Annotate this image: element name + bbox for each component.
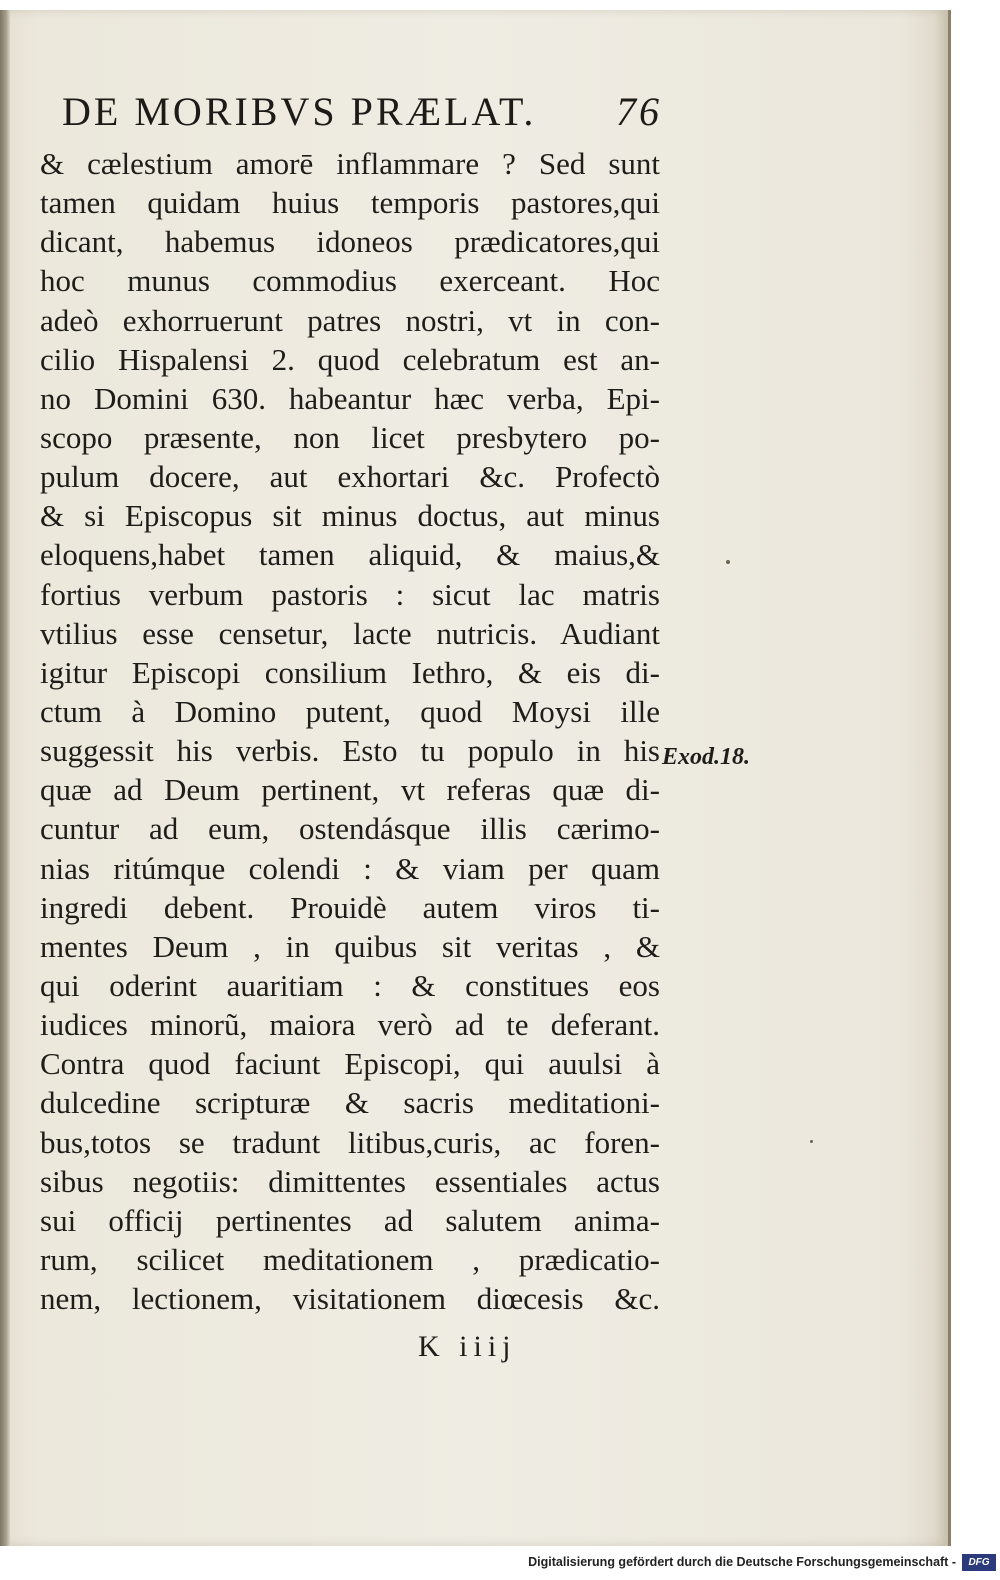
paper-speck [810, 1140, 813, 1143]
running-head [62, 88, 662, 140]
digitization-footer [528, 1552, 1000, 1576]
text-line: rum, scilicet meditationem , prædicatio- [40, 1241, 660, 1277]
text-line: quæ ad Deum pertinent, vt referas quæ di- [40, 772, 660, 808]
text-line: & cælestium amorē inflammare ? Sed sunt [40, 146, 660, 181]
text-line: sui officij pertinentes ad salutem anima- [40, 1202, 660, 1238]
text-line: nias ritúmque colendi : & viam per quam [40, 850, 660, 886]
paper-speck [726, 560, 730, 564]
text-line: fortius verbum pastoris : sicut lac matris [40, 576, 660, 612]
text-line: vtilius esse censetur, lacte nutricis. Audiant [40, 615, 660, 651]
text-line: nem, lectionem, visitationem diœcesis &c. [40, 1281, 660, 1317]
text-line: iudices minorũ, maiora verò ad te deferant. [40, 1007, 660, 1043]
text-line: pulum docere, aut exhortari &c. Profectò [40, 459, 660, 495]
text-line: hoc munus commodius exerceant. Hoc [40, 263, 660, 299]
text-line: suggessit his verbis. Esto tu populo in his [40, 733, 660, 769]
text-line: igitur Episcopi consilium Iethro, & eis di- [40, 654, 660, 690]
text-line: cuntur ad eum, ostendásque illis cærimo- [40, 811, 660, 847]
text-line: & si Episcopus sit minus doctus, aut minus [40, 498, 660, 534]
text-line: cilio Hispalensi 2. quod celebratum est an- [40, 341, 660, 377]
running-head-title: DE MORIBVS PRÆLAT. [62, 89, 537, 134]
text-line: adeò exhorruerunt patres nostri, vt in con- [40, 302, 660, 338]
dfg-logo: DFG [962, 1554, 996, 1571]
footer-credit: Digitalisierung gefördert durch die Deutsche Forschungsgemeinschaft - [528, 1555, 956, 1569]
signature-mark: K iiij [418, 1330, 517, 1363]
text-line: eloquens,habet tamen aliquid, & maius,& [40, 537, 660, 573]
text-line: mentes Deum , in quibus sit veritas , & [40, 928, 660, 964]
text-line: ctum à Domino putent, quod Moysi ille [40, 693, 660, 729]
text-line: Contra quod faciunt Episcopi, qui auulsi à [40, 1046, 660, 1082]
text-line: tamen quidam huius temporis pastores,qui [40, 185, 660, 221]
marginal-note: Exod.18. [662, 744, 751, 770]
binding-edge [0, 10, 10, 1546]
text-line: bus,totos se tradunt litibus,curis, ac foren- [40, 1124, 660, 1160]
text-line: dicant, habemus idoneos prædicatores,qui [40, 224, 660, 260]
text-line: dulcedine scripturæ & sacris meditationi- [40, 1085, 660, 1121]
text-line: qui oderint auaritiam : & constitues eos [40, 967, 660, 1003]
text-line: ingredi debent. Prouidè autem viros ti- [40, 889, 660, 925]
body-text [40, 144, 660, 1318]
folio-number: 76 [616, 89, 662, 134]
text-line: sibus negotiis: dimittentes essentiales actus [40, 1163, 660, 1199]
text-line: no Domini 630. habeantur hæc verba, Epi- [40, 380, 660, 416]
text-line: scopo præsente, non licet presbytero po- [40, 419, 660, 455]
